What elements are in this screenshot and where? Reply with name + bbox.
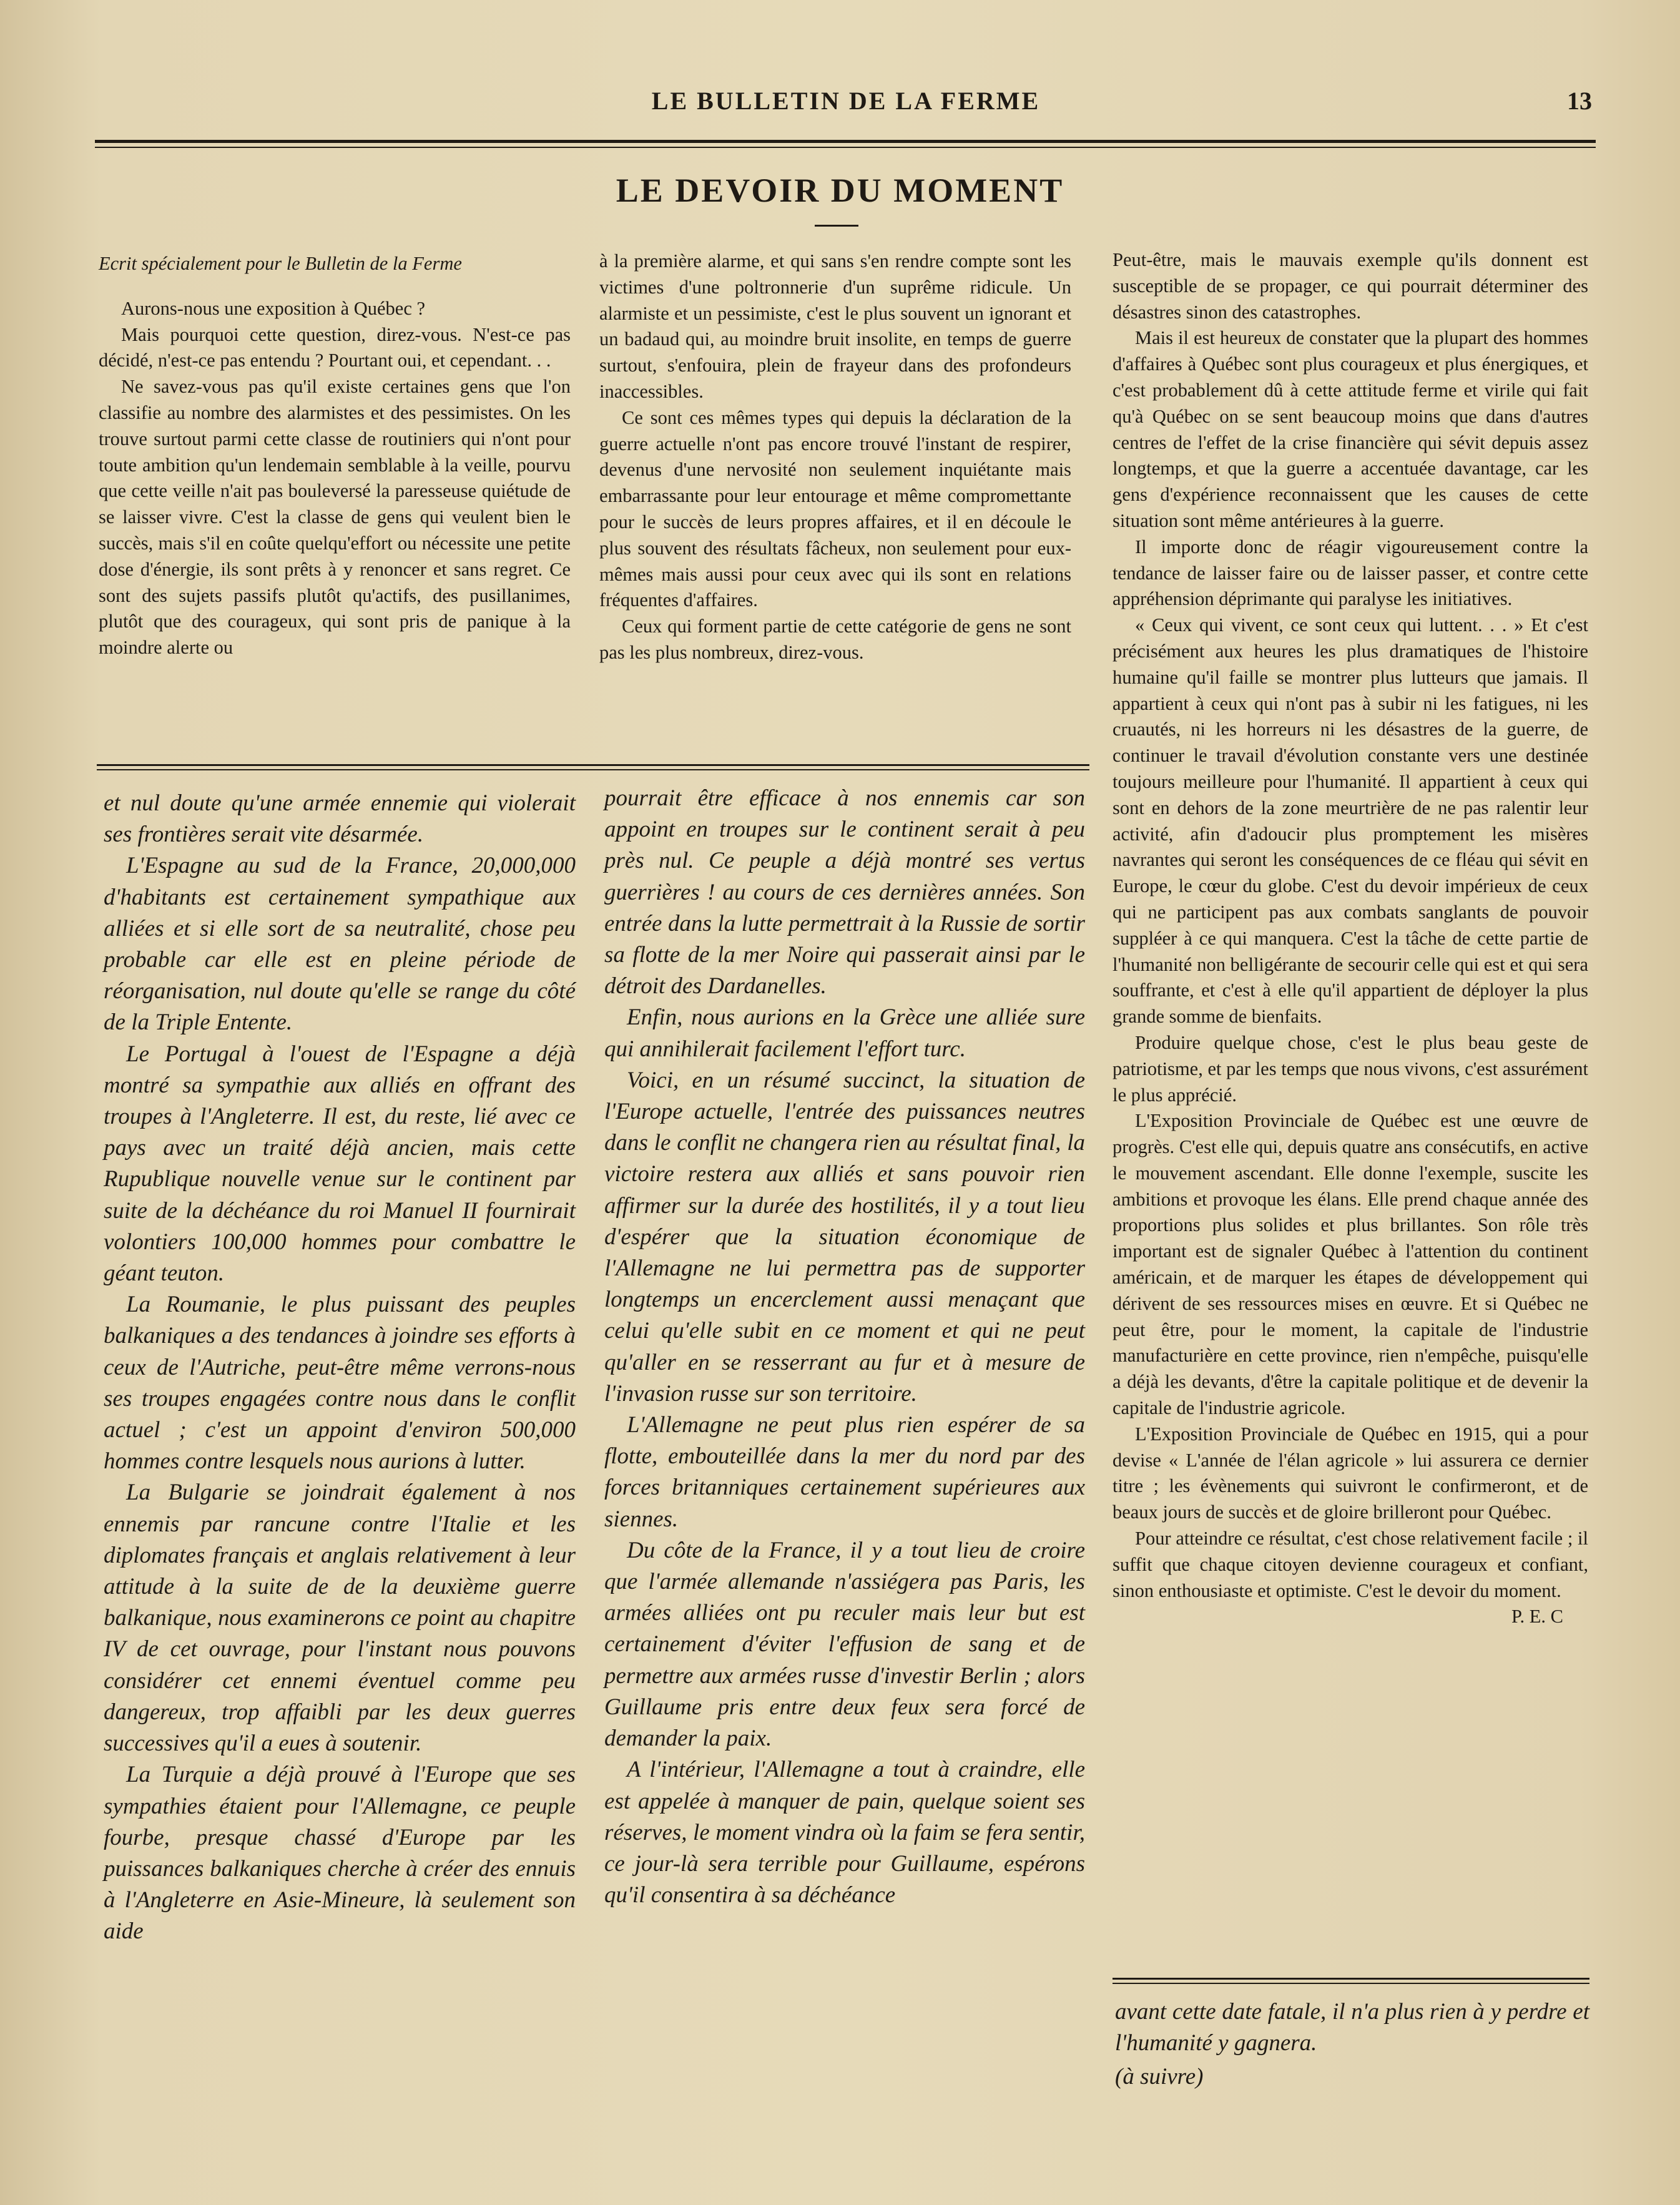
paragraph: L'Allemagne ne peut plus rien espérer de sa flotte, embouteillée dans la mer du nord par des forces britanniques certainement supérieures aux siennes.: [604, 1412, 1085, 1532]
paragraph: pourrait être efficace à nos ennemis car son appoint en troupes sur le continent serait à peu près nul. Ce peuple a déjà montré ses vertus guerrières ! au cours de ces dernières années. Son entrée dans la lutte permettrait à la Russie de sortir sa flotte de la mer Noire qui passerait ainsi par le détroit des Dardanelles.: [604, 785, 1085, 999]
paragraph: Ceux qui forment partie de cette catégorie de gens ne sont pas les plus nombreux, direz-vous.: [599, 616, 1071, 663]
paragraph: Ne savez-vous pas qu'il existe certaines gens que l'on classifie au nombre des alarmistes et des pessimistes. On les trouve surtout parmi cette classe de routiniers qui n'ont pour toute ambition qu'un lendemain semblable à la veille, pourvu que cette veille n'ait pas bouleversé la paresseuse quiétude de se laisser vivre. C'est la classe de gens qui veulent bien le succès, mais s'il en coûte quelqu'effort ou nécessite une petite dose d'énergie, ils sont prêts à y renoncer et sans regret. Ce sont des sujets passifs plutôt qu'actifs, des pusillanimes, plutôt que des courageux, qui sont pris de panique à la moindre alerte ou: [99, 376, 571, 659]
paragraph: Pour atteindre ce résultat, c'est chose relativement facile ; il suffit que chaque citoyen devienne courageux et confiant, sinon enthousiaste et optimiste. C'est le devoir du moment.: [1113, 1528, 1588, 1601]
paragraph: Le Portugal à l'ouest de l'Espagne a déjà montré sa sympathie aux alliés en offrant des troupes à l'Angleterre. Il est, du reste, lié avec ce pays avec un traité déjà ancien, mais cette Rupublique nouvelle venue sur le continent par suite de la déchéance du roi Manuel II fournirait volontiers 100,000 hommes pour combattre le géant teuton.: [104, 1041, 576, 1287]
title-divider: [815, 225, 858, 227]
paragraph: Ce sont ces mêmes types qui depuis la déclaration de la guerre actuelle n'ont pas encore trouvé l'instant de respirer, devenus d'une nervosité non seulement inquiétante mais embarrassante pour leur entourage et même compromettante pour le succès de leurs propres affaires, et il en découle le plus souvent des résultats fâcheux, non seulement pour eux-mêmes mais aussi pour ceux avec qui ils sont en relations fréquentes d'affaires.: [599, 406, 1071, 611]
paragraph: Peut-être, mais le mauvais exemple qu'ils donnent est susceptible de se propager, ce qui pourrait déterminer des désastres sinon des catastrophes.: [1113, 249, 1588, 323]
paragraph: La Roumanie, le plus puissant des peuples balkaniques a des tendances à joindre ses efforts à ceux de l'Autriche, peut-être même verrons-nous ses troupes engagées contre nous dans le conflit actuel ; c'est un appoint d'environ 500,000 hommes contre lesquels nous aurions à lutter.: [104, 1292, 576, 1475]
paragraph: L'Exposition Provinciale de Québec est une œuvre de progrès. C'est elle qui, depuis quatre ans consécutifs, en active le mouvement ascendant. Elle donne l'exemple, suscite les ambitions et provoque les élans. Elle prend chaque année des proportions plus solides et plus brillantes. Son rôle très important est de signaler Québec à l'attention du continent américain, et de marquer les étapes de développement qui dérivent de ses ressources mises en œuvre. Et si Québec ne peut être, pour le moment, la capitale de l'industrie manufacturière en cette province, rien n'empêche, puisqu'elle a déjà les devants, d'être la capitale politique et de devenir la capitale de l'industrie agricole.: [1113, 1110, 1588, 1419]
lower-left-column: [104, 788, 576, 1948]
bottom-right-continuation: [1115, 1996, 1589, 2093]
paragraph: à la première alarme, et qui sans s'en rendre compte sont les victimes d'une poltronnerie d'un suprême ridicule. Un alarmiste et un pessimiste, c'est le plus souvent un ignorant et un badaud qui, au moindre bruit insolite, en temps de guerre surtout, s'enfouira, plein de frayeur dans des profondeurs inaccessibles.: [599, 250, 1071, 402]
right-column: [1113, 247, 1588, 1630]
paragraph: Aurons-nous une exposition à Québec ?: [121, 297, 426, 319]
byline: Ecrit spécialement pour le Bulletin de la Ferme: [99, 253, 462, 274]
header-rule: [95, 140, 1596, 148]
lower-middle-column: [604, 783, 1085, 1911]
paragraph: Enfin, nous aurions en la Grèce une alliée sure qui annihilerait facilement l'effort turc.: [604, 1004, 1085, 1062]
paragraph: Du côte de la France, il y a tout lieu de croire que l'armée allemande n'assiégera pas Paris, les armées alliées ont pu reculer mais leur but est certainement d'éviter l'effusion de sang et de permettre aux armées russe d'investir Berlin ; alors Guillaume pris entre deux feux sera forcé de demander la paix.: [604, 1537, 1085, 1752]
paragraph: L'Espagne au sud de la France, 20,000,000 d'habitants est certainement sympathique aux alliées et si elle sort de sa neutralité, chose peu probable car elle est en pleine période de réorganisation, nul doute qu'elle se range du côté de la Triple Entente.: [104, 853, 576, 1036]
paragraph: La Bulgarie se joindrait également à nos ennemis par rancune contre l'Italie et les diplomates français et anglais relativement à leur attitude à la suite de de la deuxième guerre balkanique, nous examinerons ce point au chapitre IV de cet ouvrage, pour l'instant nous pouvons considérer cet ennemi éventuel comme peu dangereux, trop affaibli par les deux guerres successives qu'il a eues à soutenir.: [104, 1480, 576, 1757]
upper-middle-column: [599, 248, 1071, 666]
upper-left-column: [99, 251, 571, 661]
paragraph: Mais pourquoi cette question, direz-vous. N'est-ce pas décidé, n'est-ce pas entendu ? Pourtant oui, et cependant. . .: [99, 323, 571, 371]
paragraph: La Turquie a déjà prouvé à l'Europe que ses sympathies étaient pour l'Allemagne, ce peuple fourbe, presque chassé d'Europe par les puissances balkaniques cherche à créer des ennuis à l'Angleterre en Asie-Mineure, là seulement son aide: [104, 1762, 576, 1945]
paragraph: Il importe donc de réagir vigoureusement contre la tendance de laisser faire ou de laisser passer, et contre cette appréhension déprimante qui paralyse les initiatives.: [1113, 536, 1588, 610]
paragraph: avant cette date fatale, il n'a plus rien à y perdre et l'humanité y gagnera.: [1115, 1999, 1589, 2056]
article-title: LE DEVOIR DU MOMENT: [616, 172, 1064, 209]
to-be-continued: (à suivre): [1115, 2064, 1204, 2090]
continuation-rule: [1113, 1978, 1589, 1984]
signature: P. E. C: [1511, 1606, 1563, 1628]
page-header: [94, 86, 1598, 124]
section-rule: [97, 764, 1089, 770]
paragraph: L'Exposition Provinciale de Québec en 1915, qui a pour devise « L'année de l'élan agricole » lui assurera ce dernier titre ; les évènements qui suivront le confirmeront, et de beaux jours de succès et de gloire brilleront pour Québec.: [1113, 1423, 1588, 1523]
paragraph: A l'intérieur, l'Allemagne a tout à craindre, elle est appelée à manquer de pain, quelque soient ses réserves, le moment vindra où la faim se fera sentir, ce jour-là sera terrible pour Guillaume, espérons qu'il consentira à sa déchéance: [604, 1757, 1085, 1908]
paragraph: Produire quelque chose, c'est le plus beau geste de patriotisme, et par les temps que nous vivons, c'est assurément le plus apprécié.: [1113, 1031, 1588, 1106]
paragraph: « Ceux qui vivent, ce sont ceux qui luttent. . . » Et c'est précisément aux heures les plus dramatiques de l'histoire humaine qu'il faille se montrer plus lutteurs que jamais. Il appartient à ceux qui n'ont pas à subir ni les fatigues, ni les cruautés, ni les horreurs ni les désastres de la guerre, de continuer le travail d'évolution constante vers une destinée toujours meilleure pour l'humanité. Il appartient à ceux qui sont en dehors de la zone meurtrière de ne pas ralentir leur activité, afin d'adoucir plus promptement les misères navrantes qui seront les conséquences de ce fléau qui sévit en Europe, le cœur du globe. C'est du devoir impérieux de ceux qui ne participent pas aux combats sanglants de pouvoir suppléer à ce qui manquera. C'est la tâche de cette partie de l'humanité non belligérante de secourir celle qui est et qui sera souffrante, et c'est à elle qu'il appartient de déployer la plus grande somme de bienfaits.: [1113, 614, 1588, 1028]
paragraph: et nul doute qu'une armée ennemie qui violerait ses frontières serait vite désarmée.: [104, 790, 576, 848]
page-number: 13: [1567, 87, 1592, 115]
paragraph: Voici, en un résumé succinct, la situation de l'Europe actuelle, l'entrée des puissances neutres dans le conflit ne changera rien au résultat final, la victoire restera aux alliés et sans pouvoir rien affirmer sur la durée des hostilités, il y a tout lieu d'espérer que la situation économique de l'Allemagne ne lui permettra pas de supporter longtemps un encerclement aussi menaçant que celui qu'elle subit en ce moment et qui ne peut qu'aller en se resserrant au fur et à mesure de l'invasion russe sur son territoire.: [604, 1067, 1085, 1407]
paragraph: Mais il est heureux de constater que la plupart des hommes d'affaires à Québec sont plus courageux et plus énergiques, et c'est probablement dû à cette attitude ferme et virile qui fait qu'à Québec on se sent beaucoup moins que dans d'autres centres de l'effet de la crise financière qui sévit depuis assez longtemps, et que la guerre a accentuée davantage, car les gens d'expérience reconnaissent que les causes de cette situation sont même antérieures à la guerre.: [1113, 327, 1588, 531]
running-title: LE BULLETIN DE LA FERME: [651, 87, 1041, 115]
